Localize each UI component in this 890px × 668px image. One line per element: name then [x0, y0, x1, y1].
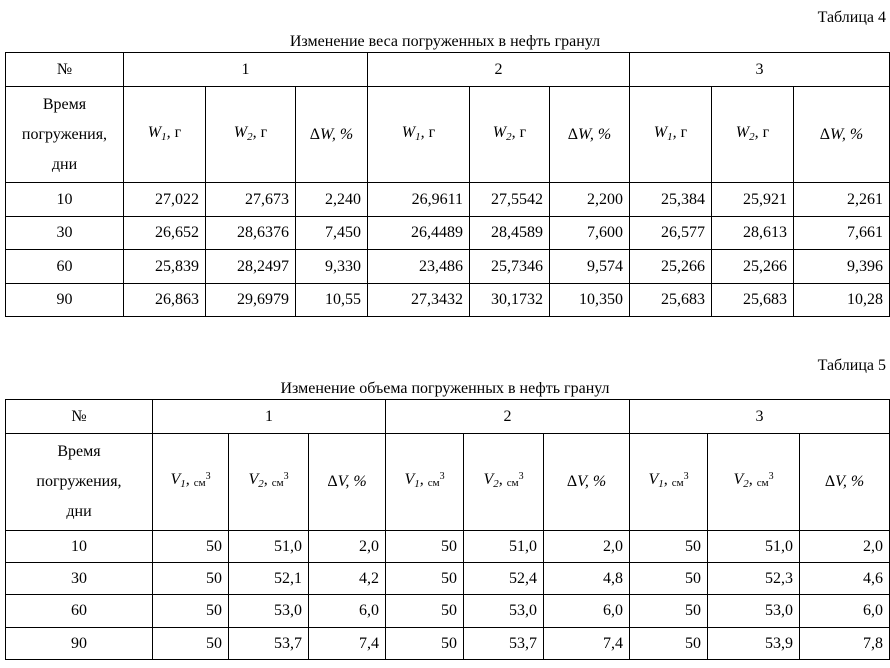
days-cell: 90 — [6, 284, 124, 317]
table-row — [6, 284, 890, 317]
value-cell: 6,0 — [309, 595, 386, 628]
value-cell: 9,574 — [550, 250, 630, 284]
value-cell: 53,7 — [229, 628, 309, 660]
days-cell: 90 — [6, 628, 153, 660]
w1-header: $W_1$, г — [630, 87, 712, 183]
value-cell: 10,350 — [550, 284, 630, 317]
table4-label: Таблица 4 — [817, 9, 886, 26]
value-cell: 25,7346 — [470, 250, 550, 284]
value-cell: 50 — [630, 595, 708, 628]
v2-header: $V_2$, $см^3$ — [464, 434, 544, 531]
value-cell: 53,0 — [708, 595, 800, 628]
value-cell: 28,2497 — [206, 250, 296, 284]
value-cell: 25,266 — [712, 250, 794, 284]
value-cell: 4,6 — [800, 563, 890, 595]
group-header-2: 2 — [368, 53, 630, 87]
value-cell: 26,4489 — [368, 217, 470, 250]
value-cell: 26,9611 — [368, 183, 470, 217]
value-cell: 50 — [386, 531, 464, 563]
value-cell: 30,1732 — [470, 284, 550, 317]
value-cell: 27,022 — [124, 183, 206, 217]
value-cell: 25,266 — [630, 250, 712, 284]
value-cell: 6,0 — [800, 595, 890, 628]
days-cell: 30 — [6, 563, 153, 595]
value-cell: 29,6979 — [206, 284, 296, 317]
table-row — [6, 183, 890, 217]
value-cell: 50 — [630, 531, 708, 563]
table-row — [6, 595, 890, 628]
value-cell: 27,673 — [206, 183, 296, 217]
value-cell: 28,4589 — [470, 217, 550, 250]
table5-label: Таблица 5 — [817, 357, 886, 374]
value-cell: 53,7 — [464, 628, 544, 660]
dw-header: ΔW, % — [550, 87, 630, 183]
value-cell: 50 — [630, 563, 708, 595]
value-cell: 2,0 — [800, 531, 890, 563]
table4 — [5, 52, 890, 317]
value-cell: 50 — [386, 595, 464, 628]
dv-header: ΔV, % — [800, 434, 890, 531]
group-header-1: 1 — [153, 400, 386, 434]
group-header-3: 3 — [630, 400, 890, 434]
days-cell: 60 — [6, 595, 153, 628]
value-cell: 53,0 — [229, 595, 309, 628]
w2-header: $W_2$, г — [206, 87, 296, 183]
table4-column-header — [6, 87, 890, 183]
value-cell: 2,0 — [544, 531, 630, 563]
number-header: № — [6, 53, 124, 87]
value-cell: 50 — [386, 563, 464, 595]
value-cell: 4,2 — [309, 563, 386, 595]
table-row — [6, 217, 890, 250]
table4-group-header — [6, 53, 890, 87]
value-cell: 9,396 — [794, 250, 890, 284]
value-cell: 52,4 — [464, 563, 544, 595]
value-cell: 10,55 — [296, 284, 368, 317]
v1-header: $V_1$, $см^3$ — [630, 434, 708, 531]
value-cell: 26,652 — [124, 217, 206, 250]
w1-header: $W_1$, г — [124, 87, 206, 183]
table5-body — [6, 531, 890, 660]
value-cell: 53,9 — [708, 628, 800, 660]
w2-header: $W_2$, г — [470, 87, 550, 183]
value-cell: 52,1 — [229, 563, 309, 595]
value-cell: 28,613 — [712, 217, 794, 250]
value-cell: 7,600 — [550, 217, 630, 250]
table5-title: Изменение объема погруженных в нефть гранул — [280, 380, 610, 397]
days-cell: 30 — [6, 217, 124, 250]
value-cell: 50 — [386, 628, 464, 660]
time-header: Время погружения, дни — [6, 87, 124, 183]
number-header: № — [6, 400, 153, 434]
v2-header: $V_2$, $см^3$ — [229, 434, 309, 531]
w2-header: $W_2$, г — [712, 87, 794, 183]
table-row — [6, 250, 890, 284]
value-cell: 51,0 — [229, 531, 309, 563]
value-cell: 7,8 — [800, 628, 890, 660]
table5-column-header — [6, 434, 890, 531]
value-cell: 10,28 — [794, 284, 890, 317]
value-cell: 51,0 — [464, 531, 544, 563]
table4-title: Изменение веса погруженных в нефть гранул — [289, 33, 601, 50]
table4-body — [6, 183, 890, 317]
v2-header: $V_2$, $см^3$ — [708, 434, 800, 531]
table-row — [6, 531, 890, 563]
dw-header: ΔW, % — [794, 87, 890, 183]
table-row — [6, 563, 890, 595]
value-cell: 9,330 — [296, 250, 368, 284]
value-cell: 7,4 — [309, 628, 386, 660]
value-cell: 25,384 — [630, 183, 712, 217]
value-cell: 6,0 — [544, 595, 630, 628]
value-cell: 7,450 — [296, 217, 368, 250]
value-cell: 52,3 — [708, 563, 800, 595]
value-cell: 7,661 — [794, 217, 890, 250]
value-cell: 28,6376 — [206, 217, 296, 250]
value-cell: 2,200 — [550, 183, 630, 217]
value-cell: 26,577 — [630, 217, 712, 250]
days-cell: 10 — [6, 183, 124, 217]
table5 — [5, 399, 890, 660]
value-cell: 2,261 — [794, 183, 890, 217]
value-cell: 50 — [630, 628, 708, 660]
table5-group-header — [6, 400, 890, 434]
dw-header: ΔW, % — [296, 87, 368, 183]
value-cell: 50 — [153, 531, 229, 563]
value-cell: 51,0 — [708, 531, 800, 563]
v1-header: $V_1$, $см^3$ — [153, 434, 229, 531]
group-header-3: 3 — [630, 53, 890, 87]
value-cell: 50 — [153, 563, 229, 595]
table-row — [6, 628, 890, 660]
value-cell: 4,8 — [544, 563, 630, 595]
days-cell: 60 — [6, 250, 124, 284]
value-cell: 25,839 — [124, 250, 206, 284]
value-cell: 27,3432 — [368, 284, 470, 317]
value-cell: 25,921 — [712, 183, 794, 217]
value-cell: 50 — [153, 628, 229, 660]
time-header: Время погружения, дни — [6, 434, 153, 531]
value-cell: 2,240 — [296, 183, 368, 217]
value-cell: 7,4 — [544, 628, 630, 660]
days-cell: 10 — [6, 531, 153, 563]
value-cell: 25,683 — [712, 284, 794, 317]
group-header-2: 2 — [386, 400, 630, 434]
v1-header: $V_1$, $см^3$ — [386, 434, 464, 531]
value-cell: 2,0 — [309, 531, 386, 563]
w1-header: $W_1$, г — [368, 87, 470, 183]
dv-header: ΔV, % — [544, 434, 630, 531]
value-cell: 23,486 — [368, 250, 470, 284]
value-cell: 27,5542 — [470, 183, 550, 217]
value-cell: 53,0 — [464, 595, 544, 628]
value-cell: 25,683 — [630, 284, 712, 317]
dv-header: ΔV, % — [309, 434, 386, 531]
value-cell: 26,863 — [124, 284, 206, 317]
value-cell: 50 — [153, 595, 229, 628]
group-header-1: 1 — [124, 53, 368, 87]
